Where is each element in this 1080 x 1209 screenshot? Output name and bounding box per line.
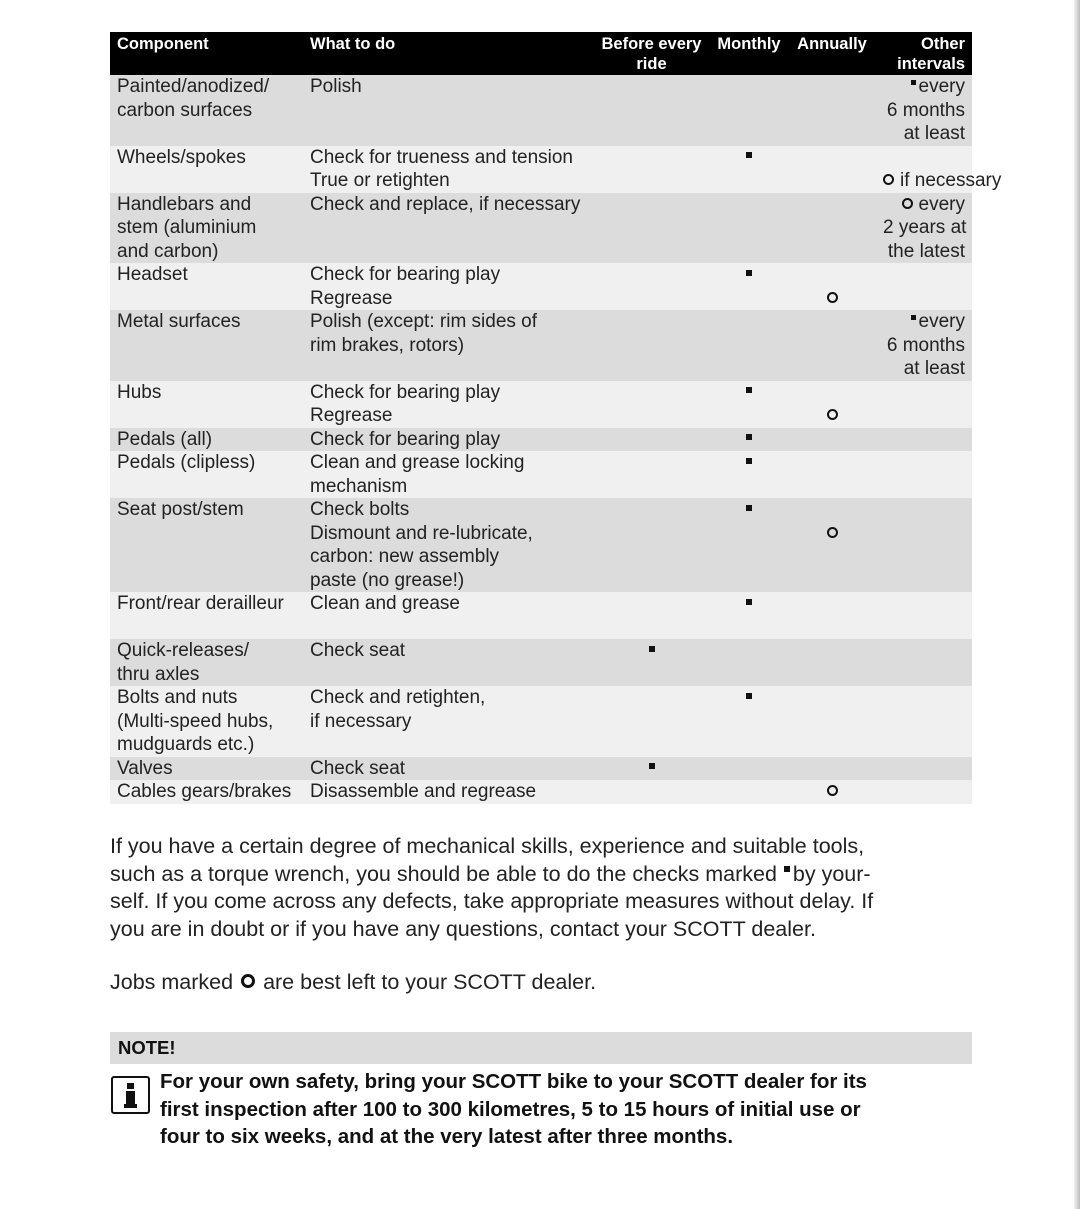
paragraph-line: such as a torque wrench, you should be able to do the checks marked by your- [110,861,871,886]
cell-component: Bolts and nuts (Multi-speed hubs, mudguards etc.) [110,686,303,757]
cell-other-intervals [876,780,972,804]
cell-before-every-ride [593,686,710,757]
cell-other-intervals: every 2 years at the latest [876,193,972,264]
cell-monthly [710,780,788,804]
cell-what-to-do: Disassemble and regrease [303,780,593,804]
cell-what-to-do: Polish (except: rim sides of rim brakes, rotors) [303,310,593,381]
table-row [110,75,972,146]
square-mark-icon [746,599,752,605]
table-row [110,193,972,264]
cell-before-every-ride [593,757,710,781]
cell-component: Hubs [110,381,303,428]
cell-before-every-ride [593,146,710,193]
cell-monthly [710,146,788,193]
cell-annually [788,498,876,592]
square-mark-icon [746,387,752,393]
cell-other-intervals [876,592,972,639]
cell-before-every-ride [593,75,710,146]
cell-component: Seat post/stem [110,498,303,592]
cell-annually [788,686,876,757]
cell-monthly [710,193,788,264]
cell-other-intervals [876,451,972,498]
cell-annually [788,592,876,639]
header-component: Component [110,32,303,75]
dealer-jobs-paragraph: Jobs marked are best left to your SCOTT dealer. [110,970,597,994]
cell-what-to-do: Polish [303,75,593,146]
cell-what-to-do: Check bolts Dismount and re-lubricate, carbon: new assembly paste (no grease!) [303,498,593,592]
cell-component: Quick-releases/ thru axles [110,639,303,686]
cell-before-every-ride [593,310,710,381]
square-mark-icon [911,80,916,85]
cell-other-intervals: if necessary [876,146,972,193]
table-row [110,780,972,804]
cell-other-intervals [876,686,972,757]
cell-before-every-ride [593,639,710,686]
cell-monthly [710,451,788,498]
table-row [110,428,972,452]
maintenance-table [110,32,1002,804]
paragraph-line: If you have a certain degree of mechanical skills, experience and suitable tools, [110,834,865,858]
square-mark-icon [746,270,752,276]
table-row [110,263,972,310]
cell-what-to-do: Check for trueness and tension True or retighten [303,146,593,193]
square-mark-icon [649,763,655,769]
cell-component: Headset [110,263,303,310]
square-mark-icon [746,693,752,699]
note-header-bar [110,1032,972,1064]
cell-component: Metal surfaces [110,310,303,381]
table-row [110,451,972,498]
cell-monthly [710,381,788,428]
cell-component: Wheels/spokes [110,146,303,193]
ring-mark-icon [827,527,838,538]
header-before-every-ride: Before every ride [593,32,710,75]
square-mark-icon [746,152,752,158]
ring-mark-icon [827,292,838,303]
ring-mark-icon [883,174,894,185]
cell-other-intervals [876,381,972,428]
square-mark-icon [784,866,790,872]
cell-other-intervals [876,428,972,452]
paragraph-line: you are in doubt or if you have any questions, contact your SCOTT dealer. [110,916,816,941]
cell-other-intervals: every 6 months at least [876,310,972,381]
ring-mark-icon [827,409,838,420]
cell-other-intervals [876,498,972,592]
diy-checks-paragraph [110,833,980,943]
cell-annually [788,639,876,686]
cell-component: Pedals (all) [110,428,303,452]
cell-monthly [710,428,788,452]
cell-component: Front/rear derailleur [110,592,303,639]
cell-annually [788,75,876,146]
square-mark-icon [649,646,655,652]
ring-mark-icon [902,198,913,209]
cell-annually [788,451,876,498]
table-row [110,639,972,686]
cell-what-to-do: Check for bearing play Regrease [303,263,593,310]
cell-annually [788,381,876,428]
cell-component: Cables gears/brakes [110,780,303,804]
cell-annually [788,757,876,781]
cell-monthly [710,686,788,757]
cell-annually [788,780,876,804]
header-annually: Annually [788,32,876,75]
cell-monthly [710,498,788,592]
cell-before-every-ride [593,780,710,804]
cell-monthly [710,639,788,686]
cell-annually [788,193,876,264]
cell-monthly [710,757,788,781]
cell-what-to-do: Check for bearing play [303,428,593,452]
cell-what-to-do: Check seat [303,757,593,781]
cell-what-to-do: Clean and grease [303,592,593,639]
cell-component: Valves [110,757,303,781]
cell-other-intervals [876,639,972,686]
header-monthly: Monthly [710,32,788,75]
table-row [110,592,972,639]
table-row [110,757,972,781]
table-row [110,686,972,757]
page-edge-shadow [1074,0,1080,1209]
cell-other-intervals [876,263,972,310]
cell-component: Handlebars and stem (aluminium and carbon) [110,193,303,264]
cell-annually [788,146,876,193]
table-row [110,498,972,592]
paragraph-line: self. If you come across any defects, take appropriate measures without delay. If [110,889,874,913]
cell-before-every-ride [593,428,710,452]
note-title: NOTE! [118,1037,176,1058]
maintenance-table-body [110,75,1002,804]
cell-monthly [710,75,788,146]
ring-mark-icon [241,974,255,988]
table-header-row [110,32,972,75]
square-mark-icon [746,458,752,464]
cell-what-to-do: Check seat [303,639,593,686]
table-row [110,310,972,381]
cell-what-to-do: Check and replace, if necessary [303,193,593,264]
cell-monthly [710,310,788,381]
cell-component: Painted/anodized/ carbon surfaces [110,75,303,146]
cell-what-to-do: Check for bearing play Regrease [303,381,593,428]
cell-what-to-do: Check and retighten, if necessary [303,686,593,757]
cell-annually [788,263,876,310]
cell-monthly [710,263,788,310]
cell-before-every-ride [593,592,710,639]
cell-what-to-do: Clean and grease locking mechanism [303,451,593,498]
cell-before-every-ride [593,498,710,592]
cell-before-every-ride [593,263,710,310]
cell-before-every-ride [593,451,710,498]
note-text: For your own safety, bring your SCOTT bike to your SCOTT dealer for its first inspection after 100 to 300 kilometres, 5 to 15 hours of initial use or four to six weeks, and at the very latest after three months. [160,1070,867,1148]
info-icon [111,1076,150,1114]
ring-mark-icon [827,785,838,796]
cell-annually [788,310,876,381]
cell-component: Pedals (clipless) [110,451,303,498]
cell-annually [788,428,876,452]
cell-before-every-ride [593,381,710,428]
square-mark-icon [746,505,752,511]
square-mark-icon [911,315,916,320]
table-row [110,381,972,428]
table-row [110,146,972,193]
cell-monthly [710,592,788,639]
cell-other-intervals [876,757,972,781]
header-other-intervals: Other intervals [876,32,972,75]
cell-other-intervals: every 6 months at least [876,75,972,146]
cell-before-every-ride [593,193,710,264]
square-mark-icon [746,434,752,440]
header-what-to-do: What to do [303,32,593,75]
